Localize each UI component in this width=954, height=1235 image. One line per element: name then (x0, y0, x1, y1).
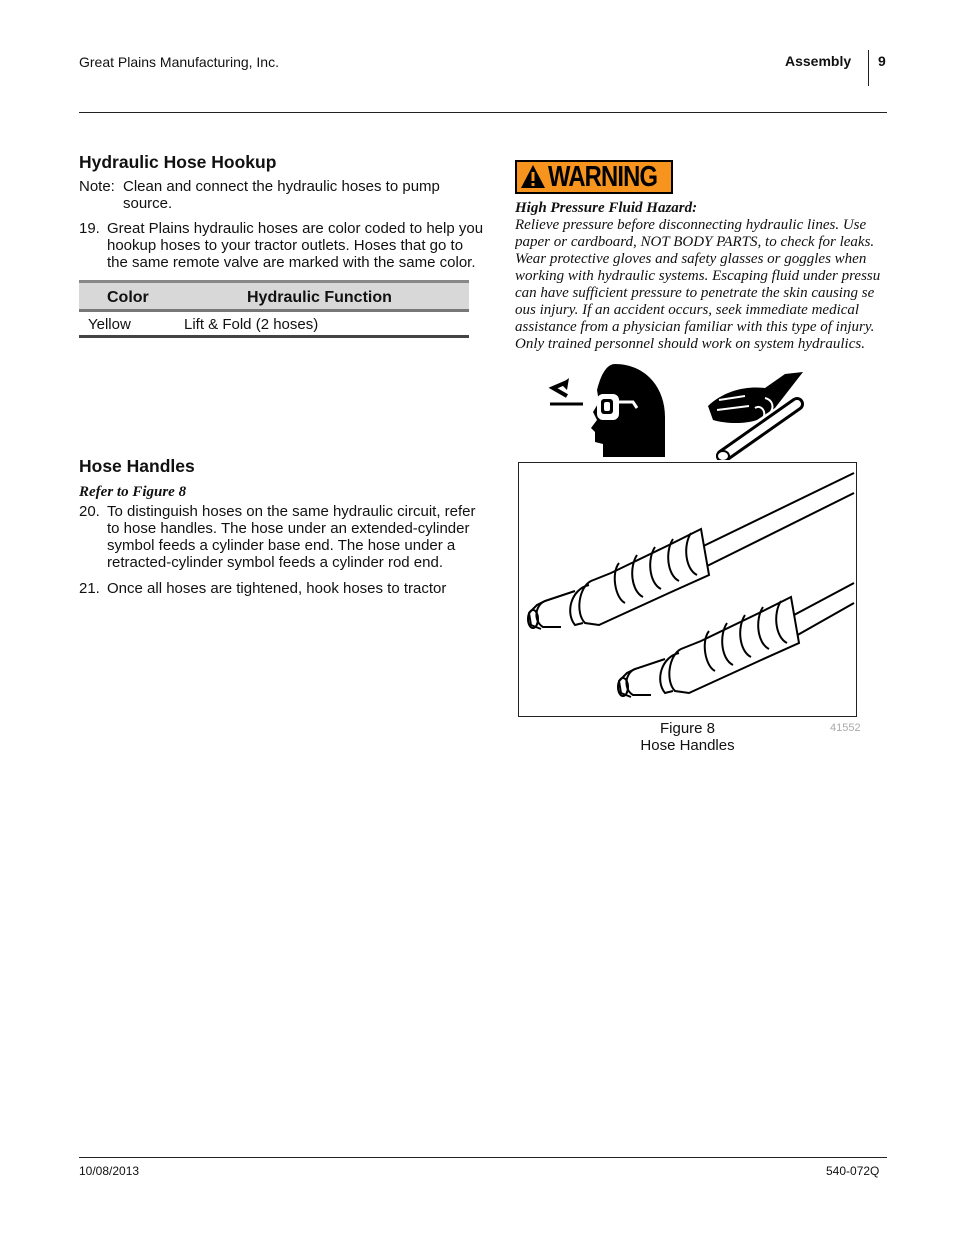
warning-line-2: paper or cardboard, NOT BODY PARTS, to check for leaks. (515, 234, 875, 250)
footer-rule (79, 1157, 887, 1158)
note-label: Note: (79, 178, 115, 195)
step-19-line-1: Great Plains hydraulic hoses are color coded to help you (107, 220, 484, 237)
step-21-text: Once all hoses are tightened, hook hoses to tractor (107, 580, 447, 597)
section-title: Assembly (785, 53, 852, 69)
step-19-line-2: hookup hoses to your tractor outlets. Hoses that go to (107, 237, 464, 254)
company-name: Great Plains Manufacturing, Inc. (79, 54, 279, 70)
warning-line-6: ous injury. If an accident occurs, seek immediate medical (515, 302, 860, 318)
table-row (79, 312, 469, 338)
hand-injection-pictogram-icon (705, 368, 810, 460)
step-20-line-2: to hose handles. The hose under an extended-cylinder (107, 520, 470, 537)
col-color-header: Color (107, 289, 149, 306)
warning-line-5: can have sufficient pressure to penetrate the skin causing se (515, 285, 875, 301)
hose-color-table (79, 280, 469, 338)
row-function: Lift & Fold (2 hoses) (184, 316, 319, 333)
warning-label (515, 160, 673, 194)
warning-line-8: Only trained personnel should work on system hydraulics. (515, 336, 865, 352)
figure-caption-line-2: Hose Handles (640, 737, 735, 754)
refer-figure: Refer to Figure 8 (79, 484, 187, 500)
warning-triangle-icon (520, 164, 546, 190)
figure-id: 41552 (830, 722, 861, 734)
warning-line-3: Wear protective gloves and safety glasses or goggles when (515, 251, 867, 267)
col-function-header: Hydraulic Function (247, 289, 392, 306)
step-20-line-1: To distinguish hoses on the same hydraulic circuit, refer (107, 503, 476, 520)
header-rule (79, 112, 887, 113)
handles-heading: Hose Handles (79, 456, 195, 476)
header-divider (868, 50, 869, 86)
row-color: Yellow (88, 316, 131, 333)
table-header (79, 280, 469, 312)
footer-date: 10/08/2013 (79, 1164, 140, 1178)
warning-word: WARNING (548, 160, 658, 193)
footer-doc-number: 540-072Q (826, 1164, 880, 1178)
warning-text-block (515, 200, 887, 353)
step-19-line-3: the same remote valve are marked with the same color. (107, 254, 476, 271)
warning-line-1: Relieve pressure before disconnecting hydraulic lines. Use (515, 217, 867, 233)
note-line-1: Clean and connect the hydraulic hoses to pump (123, 178, 440, 195)
figure-8-frame (518, 462, 857, 717)
safety-glasses-pictogram-icon (545, 362, 670, 457)
step-20-line-4: retracted-cylinder symbol feeds a cylinder rod end. (107, 554, 443, 571)
hose-handles-illustration-icon (519, 463, 856, 716)
warning-line-4: working with hydraulic systems. Escaping fluid under pressu (515, 268, 881, 284)
hookup-heading: Hydraulic Hose Hookup (79, 152, 277, 172)
page-number: 9 (878, 53, 886, 69)
note-line-2: source. (123, 195, 173, 212)
figure-caption (518, 720, 857, 754)
step-21-number: 21. (79, 580, 100, 597)
figure-caption-line-1: Figure 8 (659, 720, 716, 737)
hazard-title: High Pressure Fluid Hazard: (515, 200, 698, 216)
step-20-number: 20. (79, 503, 100, 520)
step-19-number: 19. (79, 220, 100, 237)
step-20-line-3: symbol feeds a cylinder base end. The hose under a (107, 537, 456, 554)
warning-line-7: assistance from a physician familiar with this type of injury. (515, 319, 875, 335)
